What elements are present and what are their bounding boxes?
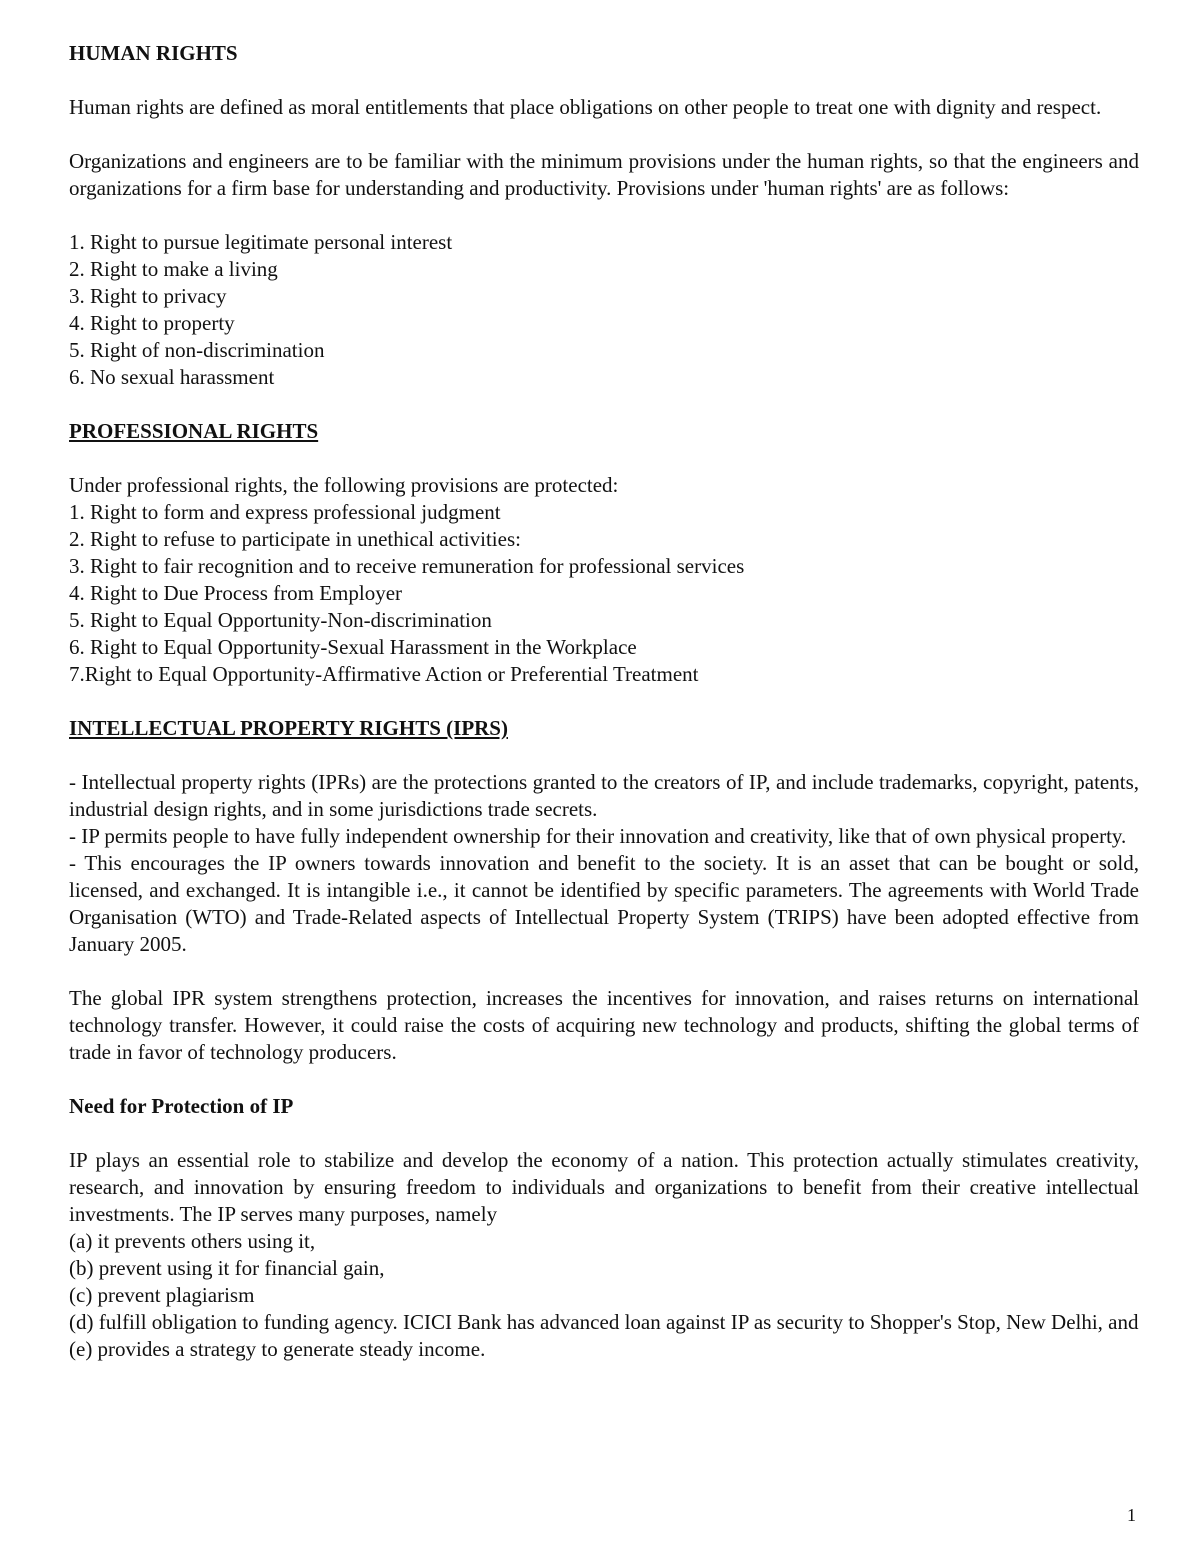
list-item: 2. Right to refuse to participate in unethical activities: (69, 527, 521, 551)
human-rights-provisions-intro: Organizations and engineers are to be familiar with the minimum provisions under the human rights, so that the engineers and organizations for a firm base for understanding and productivity. Provisions under 'human rights' are as follows: (69, 149, 1139, 200)
list-item: 6. No sexual harassment (69, 365, 275, 389)
spacer (69, 688, 1139, 715)
iprs-heading: INTELLECTUAL PROPERTY RIGHTS (IPRS) (69, 716, 508, 740)
spacer (69, 67, 1139, 94)
spacer (69, 958, 1139, 985)
list-item: (d) fulfill obligation to funding agency. ICICI Bank has advanced loan against IP as security to Shopper's Stop, New Delhi, and (69, 1310, 1139, 1334)
iprs-bullet: - This encourages the IP owners towards innovation and benefit to the society. It is an asset that can be bought or sold, licensed, and exchanged. It is intangible i.e., it cannot be identified by specific parameters. The agreements with World Trade Organisation (WTO) and Trade-Related aspects of Intellectual Property System (TRIPS) have been adopted effective from January 2005. (69, 851, 1139, 956)
document-page (69, 40, 1139, 1363)
spacer (69, 391, 1139, 418)
list-item: 7.Right to Equal Opportunity-Affirmative Action or Preferential Treatment (69, 662, 699, 686)
list-item: 3. Right to privacy (69, 284, 227, 308)
spacer (69, 202, 1139, 229)
spacer (69, 1066, 1139, 1093)
human-rights-heading: HUMAN RIGHTS (69, 41, 238, 65)
list-item: (c) prevent plagiarism (69, 1283, 255, 1307)
spacer (69, 121, 1139, 148)
list-item: 4. Right to Due Process from Employer (69, 581, 403, 605)
spacer (69, 445, 1139, 472)
list-item: (a) it prevents others using it, (69, 1229, 316, 1253)
list-item: 2. Right to make a living (69, 257, 278, 281)
list-item: 1. Right to pursue legitimate personal interest (69, 230, 453, 254)
professional-rights-heading: PROFESSIONAL RIGHTS (69, 419, 319, 443)
need-for-protection-list (69, 1228, 1139, 1363)
human-rights-list (69, 229, 1139, 391)
spacer (69, 742, 1139, 769)
list-item: 6. Right to Equal Opportunity-Sexual Harassment in the Workplace (69, 635, 637, 659)
list-item: (b) prevent using it for financial gain, (69, 1256, 385, 1280)
iprs-global-system-paragraph: The global IPR system strengthens protection, increases the incentives for innovation, and raises returns on international technology transfer. However, it could raise the costs of acquiring new technology and products, shifting the global terms of trade in favor of technology producers. (69, 986, 1139, 1064)
iprs-bullet: - Intellectual property rights (IPRs) are the protections granted to the creators of IP, and include trademarks, copyright, patents, industrial design rights, and in some jurisdictions trade secrets. (69, 770, 1139, 821)
list-item: 1. Right to form and express professional judgment (69, 500, 501, 524)
list-item: 3. Right to fair recognition and to receive remuneration for professional services (69, 554, 745, 578)
list-item: 4. Right to property (69, 311, 235, 335)
human-rights-definition: Human rights are defined as moral entitlements that place obligations on other people to treat one with dignity and respect. (69, 95, 1102, 119)
list-item: (e) provides a strategy to generate steady income. (69, 1337, 486, 1361)
need-for-protection-paragraph: IP plays an essential role to stabilize and develop the economy of a nation. This protection actually stimulates creativity, research, and innovation by ensuring freedom to individuals and organizations to benefit from their creative intellectual investments. The IP serves many purposes, namely (69, 1148, 1139, 1226)
page-number: 1 (1127, 1505, 1136, 1525)
professional-rights-list (69, 499, 1139, 688)
spacer (69, 1120, 1139, 1147)
iprs-bullet: - IP permits people to have fully independent ownership for their innovation and creativity, like that of own physical property. (69, 824, 1127, 848)
list-item: 5. Right to Equal Opportunity-Non-discrimination (69, 608, 492, 632)
professional-rights-intro: Under professional rights, the following provisions are protected: (69, 473, 619, 497)
list-item: 5. Right of non-discrimination (69, 338, 325, 362)
need-for-protection-heading: Need for Protection of IP (69, 1094, 294, 1118)
